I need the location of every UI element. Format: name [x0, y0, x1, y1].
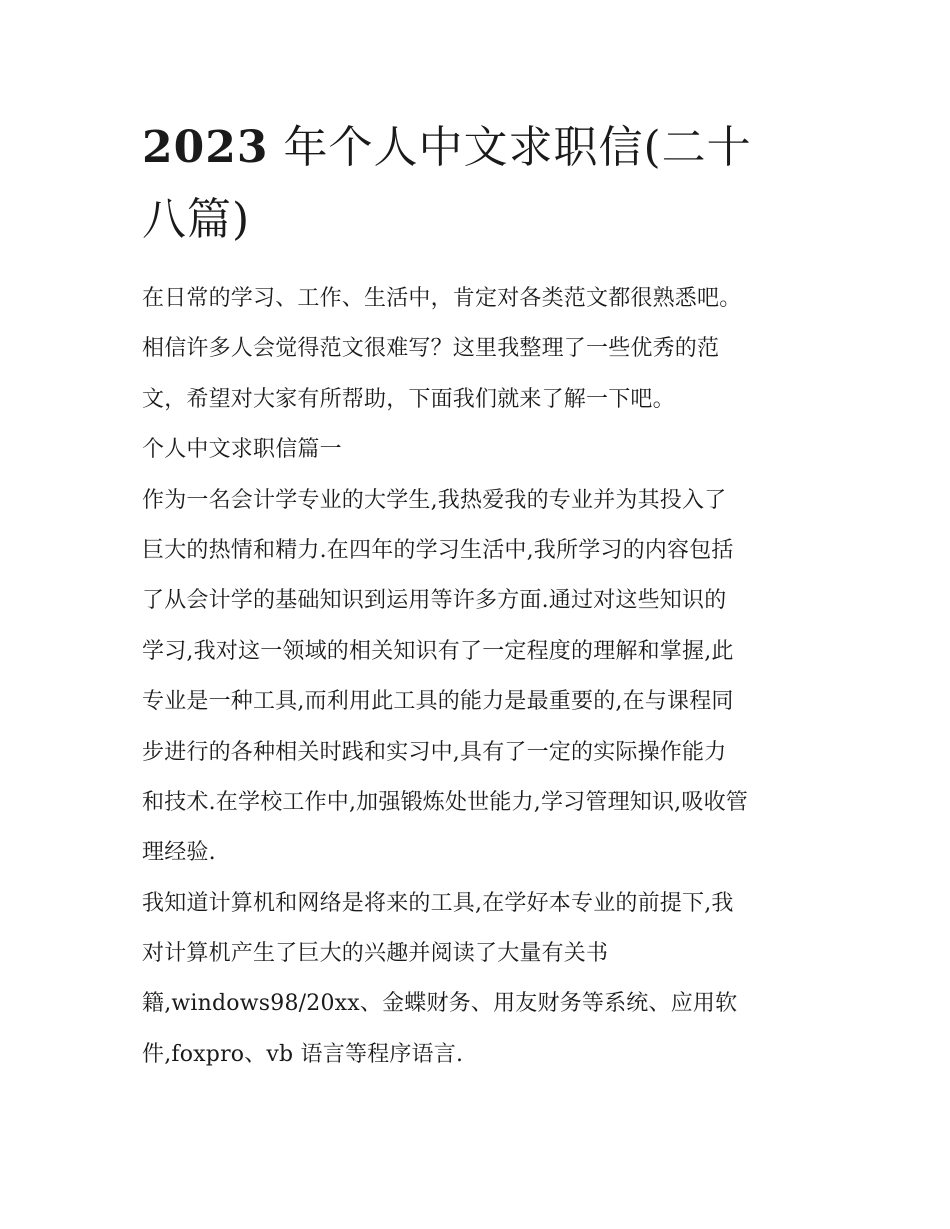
body-line-2: 巨大的热情和精力.在四年的学习生活中,我所学习的内容包括 — [142, 537, 734, 563]
body-line-8: 理经验. — [142, 840, 216, 866]
body-line-12: 件,foxpro、vb 语言等程序语言. — [142, 1041, 464, 1067]
intro-line-1: 在日常的学习、工作、生活中，肯定对各类范文都很熟悉吧。 — [142, 286, 742, 311]
body-line-9: 我知道计算机和网络是将来的工具,在学好本专业的前提下,我 — [142, 890, 734, 916]
body-line-6: 步进行的各种相关时践和实习中,具有了一定的实际操作能力 — [142, 739, 727, 765]
body-line-7: 和技术.在学校工作中,加强锻炼处世能力,学习管理知识,吸收管 — [142, 789, 748, 815]
title-year: 2023 — [142, 122, 269, 173]
document-page — [142, 112, 812, 1080]
document-body — [142, 274, 812, 1080]
body-line-11: 籍,windows98/20xx、金蝶财务、用友财务等系统、应用软 — [142, 991, 738, 1017]
body-line-10: 对计算机产生了巨大的兴趣并阅读了大量有关书 — [142, 941, 609, 967]
body-line-1: 作为一名会计学专业的大学生,我热爱我的专业并为其投入了 — [142, 487, 727, 513]
body-line-3: 了从会计学的基础知识到运用等许多方面.通过对这些知识的 — [142, 588, 727, 614]
body-line-4: 学习,我对这一领域的相关知识有了一定程度的理解和掌握,此 — [142, 638, 734, 664]
section-heading: 个人中文求职信篇一 — [142, 437, 342, 463]
document-title — [142, 112, 812, 256]
body-line-5: 专业是一种工具,而利用此工具的能力是最重要的,在与课程同 — [142, 689, 734, 715]
title-line2-text: 八篇) — [142, 194, 251, 245]
title-line1-text: 年个人中文求职信(二十 — [268, 122, 752, 173]
intro-line-2: 相信许多人会觉得范文很难写？这里我整理了一些优秀的范 — [142, 336, 720, 362]
intro-line-3: 文，希望对大家有所帮助，下面我们就来了解一下吧。 — [142, 386, 675, 412]
